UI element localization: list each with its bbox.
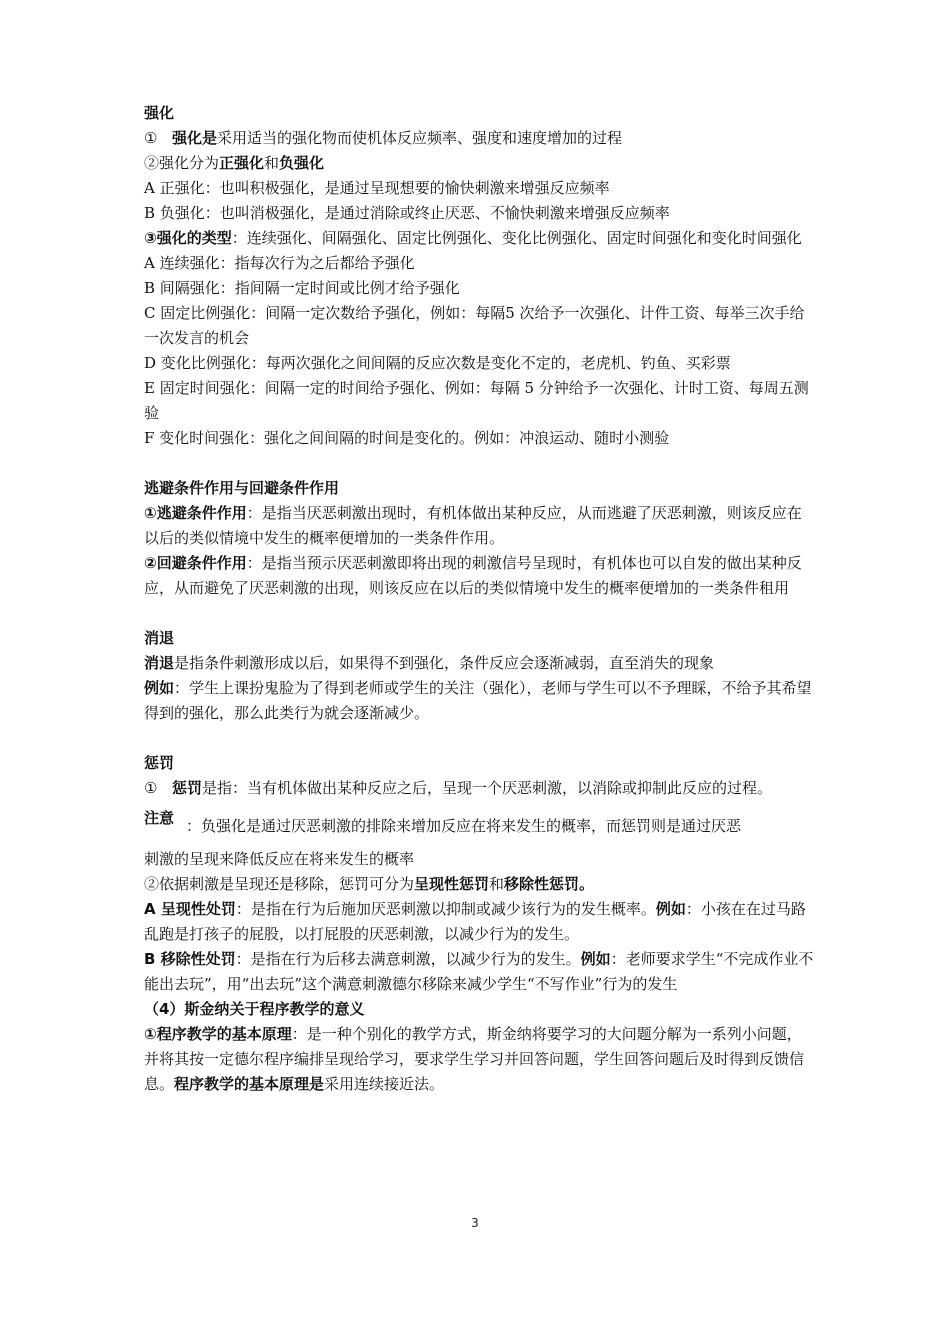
section-heading-extinction: 消退 <box>144 629 175 647</box>
paragraph <box>144 947 816 997</box>
bold-term: 呈现性惩罚 <box>414 875 490 893</box>
paragraph-text: ：学生上课扮鬼脸为了得到老师或学生的关注（强化），老师与学生可以不予理睬，不给予其希望得到的强化，那么此类行为就会逐渐减少。 <box>144 679 812 722</box>
paragraph: A 连续强化：指每次行为之后都给予强化 <box>144 254 415 272</box>
paragraph: D 变化比例强化：每两次强化之间间隔的反应次数是变化不定的，老虎机、钓鱼、买彩票 <box>144 354 731 372</box>
spacer <box>144 726 816 751</box>
bold-term: 例如 <box>655 900 686 918</box>
page-content <box>144 101 816 1097</box>
paragraph-text: 采用连续接近法。 <box>324 1075 445 1093</box>
paragraph <box>144 676 816 726</box>
bold-term: 正强化 <box>219 154 265 172</box>
bold-term: 例如 <box>580 950 611 968</box>
paragraph <box>144 776 816 801</box>
paragraph-text: ②强化分为 <box>144 154 220 172</box>
bold-term: A 呈现性处罚 <box>144 900 236 918</box>
paragraph: B 间隔强化：指间隔一定时间或比例才给予强化 <box>144 279 460 297</box>
paragraph: B 负强化：也叫消极强化，是通过消除或终止厌恶、不愉快刺激来增强反应频率 <box>144 204 670 222</box>
spacer <box>144 601 816 626</box>
paragraph <box>144 1022 816 1097</box>
paragraph <box>144 651 816 676</box>
paragraph: F 变化时间强化：强化之间间隔的时间是变化的。例如：冲浪运动、随时小测验 <box>144 429 670 447</box>
paragraph <box>144 551 816 601</box>
paragraph: 刺激的呈现来降低反应在将来发生的概率 <box>144 850 415 868</box>
paragraph-text: ：是指在行为后移去满意刺激，以减少行为的发生。 <box>235 950 581 968</box>
bold-term: 负强化 <box>279 154 325 172</box>
bold-term: B 移除性处罚 <box>144 950 236 968</box>
paragraph: A 正强化：也叫积极强化，是通过呈现想要的愉快刺激来增强反应频率 <box>144 179 610 197</box>
spacer <box>144 451 816 476</box>
bold-term: 强化是 <box>172 129 218 147</box>
paragraph <box>144 501 816 551</box>
bold-term: 移除性惩罚。 <box>504 875 595 893</box>
bold-term: 例如 <box>144 679 175 697</box>
bold-term: ①逃避条件作用 <box>144 504 247 522</box>
paragraph-text: ：负强化是通过厌恶刺激的排除来增加反应在将来发生的概率，而惩罚则是通过厌恶 <box>186 817 742 835</box>
paragraph-text: ：是指当厌恶刺激出现时，有机体做出某种反应，从而逃避了厌恶刺激，则该反应在以后的类似情境中发生的概率便增加的一类条件作用。 <box>144 504 802 547</box>
note-paragraph <box>144 807 816 845</box>
paragraph-text: ：连续强化、间隔强化、固定比例强化、变化比例强化、固定时间强化和变化时间强化 <box>231 229 802 247</box>
paragraph-text: 和 <box>489 875 505 893</box>
paragraph-text: 是指条件刺激形成以后，如果得不到强化，条件反应会逐渐减弱，直至消失的现象 <box>174 654 715 672</box>
paragraph-text: ：是指在行为后施加厌恶刺激以抑制或减少该行为的发生概率。 <box>235 900 656 918</box>
section-heading-escape-avoidance: 逃避条件作用与回避条件作用 <box>144 479 340 497</box>
section-heading-programmed-instruction: （4）斯金纳关于程序教学的意义 <box>144 1000 365 1018</box>
paragraph <box>144 226 816 251</box>
page-number: 3 <box>471 1216 479 1230</box>
paragraph: C 固定比例强化：间隔一定次数给予强化，例如：每隔5 次给予一次强化、计件工资、每举三次手给一次发言的机会 <box>144 304 805 347</box>
list-number: ① <box>144 129 158 147</box>
bold-term: ②回避条件作用 <box>144 554 247 572</box>
paragraph <box>144 872 816 897</box>
paragraph <box>144 126 816 151</box>
bold-term: ①程序教学的基本原理 <box>144 1025 292 1043</box>
bold-term: ③强化的类型 <box>144 229 232 247</box>
paragraph-text: ：小孩在在过马路乱跑是打孩子的屁股，以打屁股的厌恶刺激，以减少行为的发生。 <box>144 900 806 943</box>
paragraph <box>144 897 816 947</box>
paragraph: E 固定时间强化：间隔一定的时间给予强化、例如：每隔 5 分钟给予一次强化、计时工资、每周五测验 <box>144 379 809 422</box>
section-heading-punishment: 惩罚 <box>144 754 175 772</box>
note-label: 注意 <box>144 809 175 827</box>
bold-term: 惩罚 <box>172 779 203 797</box>
list-number: ① <box>144 779 158 797</box>
paragraph-text: ：是指当预示厌恶刺激即将出现的刺激信号呈现时，有机体也可以自发的做出某种反应，从而避免了厌恶刺激的出现，则该反应在以后的类似情境中发生的概率便增加的一类条件租用 <box>144 554 802 597</box>
paragraph-text: 采用适当的强化物而使机体反应频率、强度和速度增加的过程 <box>217 129 623 147</box>
paragraph <box>144 151 816 176</box>
section-heading-reinforcement: 强化 <box>144 104 175 122</box>
paragraph-text: ：老师要求学生“不完成作业不能出去玩”，用“出去玩”这个满意刺激德尔移除来减少学生“不写作业”行为的发生 <box>144 950 814 993</box>
bold-term: 消退 <box>144 654 175 672</box>
paragraph-text: ：是一种个别化的教学方式，斯金纳将要学习的大问题分解为一系列小问题，并将其按一定德尔程序编排呈现给学习，要求学生学习并回答问题，学生回答问题后及时得到反馈信息。 <box>144 1025 805 1093</box>
paragraph-text: 和 <box>264 154 280 172</box>
bold-term: 程序教学的基本原理是 <box>174 1075 325 1093</box>
paragraph-text: 是指：当有机体做出某种反应之后，呈现一个厌恶刺激，以消除或抑制此反应的过程。 <box>202 779 773 797</box>
paragraph-text: ②依据刺激是呈现还是移除，惩罚可分为 <box>144 875 415 893</box>
